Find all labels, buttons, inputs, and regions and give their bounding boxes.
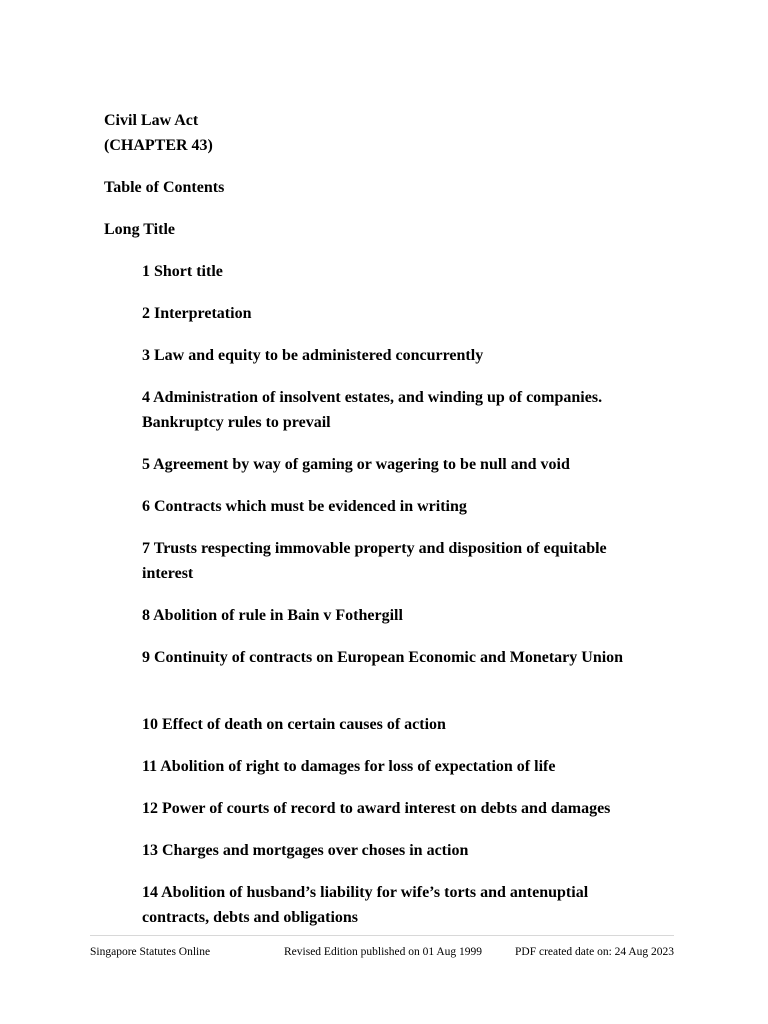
act-title: Civil Law Act xyxy=(104,112,199,129)
toc-entry-5[interactable]: 5 Agreement by way of gaming or wagering to be null and void xyxy=(142,456,570,473)
toc-entry-7[interactable]: 7 Trusts respecting immovable property and disposition of equitable interest xyxy=(142,540,607,582)
footer-edition: Revised Edition published on 01 Aug 1999 xyxy=(284,946,483,958)
toc-entry-6[interactable]: 6 Contracts which must be evidenced in writing xyxy=(142,498,467,515)
toc-heading: Table of Contents xyxy=(104,179,225,196)
footer-created-date: PDF created date on: 24 Aug 2023 xyxy=(515,946,675,958)
toc-entry-11[interactable]: 11 Abolition of right to damages for loss of expectation of life xyxy=(142,758,556,775)
toc-entry-10[interactable]: 10 Effect of death on certain causes of action xyxy=(142,716,446,733)
footer-divider xyxy=(90,935,674,936)
toc-entry-12[interactable]: 12 Power of courts of record to award interest on debts and damages xyxy=(142,800,611,817)
long-title-link[interactable]: Long Title xyxy=(104,221,175,238)
toc-entry-2[interactable]: 2 Interpretation xyxy=(142,305,252,322)
footer-source: Singapore Statutes Online xyxy=(90,946,211,958)
toc-entry-8[interactable]: 8 Abolition of rule in Bain v Fothergill xyxy=(142,607,403,624)
toc-entry-3[interactable]: 3 Law and equity to be administered concurrently xyxy=(142,347,484,364)
toc-entry-13[interactable]: 13 Charges and mortgages over choses in action xyxy=(142,842,469,859)
toc-entry-14[interactable]: 14 Abolition of husband’s liability for wife’s torts and antenuptial contracts, debts and obligations xyxy=(142,884,589,926)
toc-entry-1[interactable]: 1 Short title xyxy=(142,263,223,280)
chapter-number: (CHAPTER 43) xyxy=(104,137,213,154)
toc-entry-9[interactable]: 9 Continuity of contracts on European Economic and Monetary Union xyxy=(142,649,624,666)
toc-entry-4[interactable]: 4 Administration of insolvent estates, and winding up of companies. Bankruptcy rules to prevail xyxy=(142,389,603,431)
